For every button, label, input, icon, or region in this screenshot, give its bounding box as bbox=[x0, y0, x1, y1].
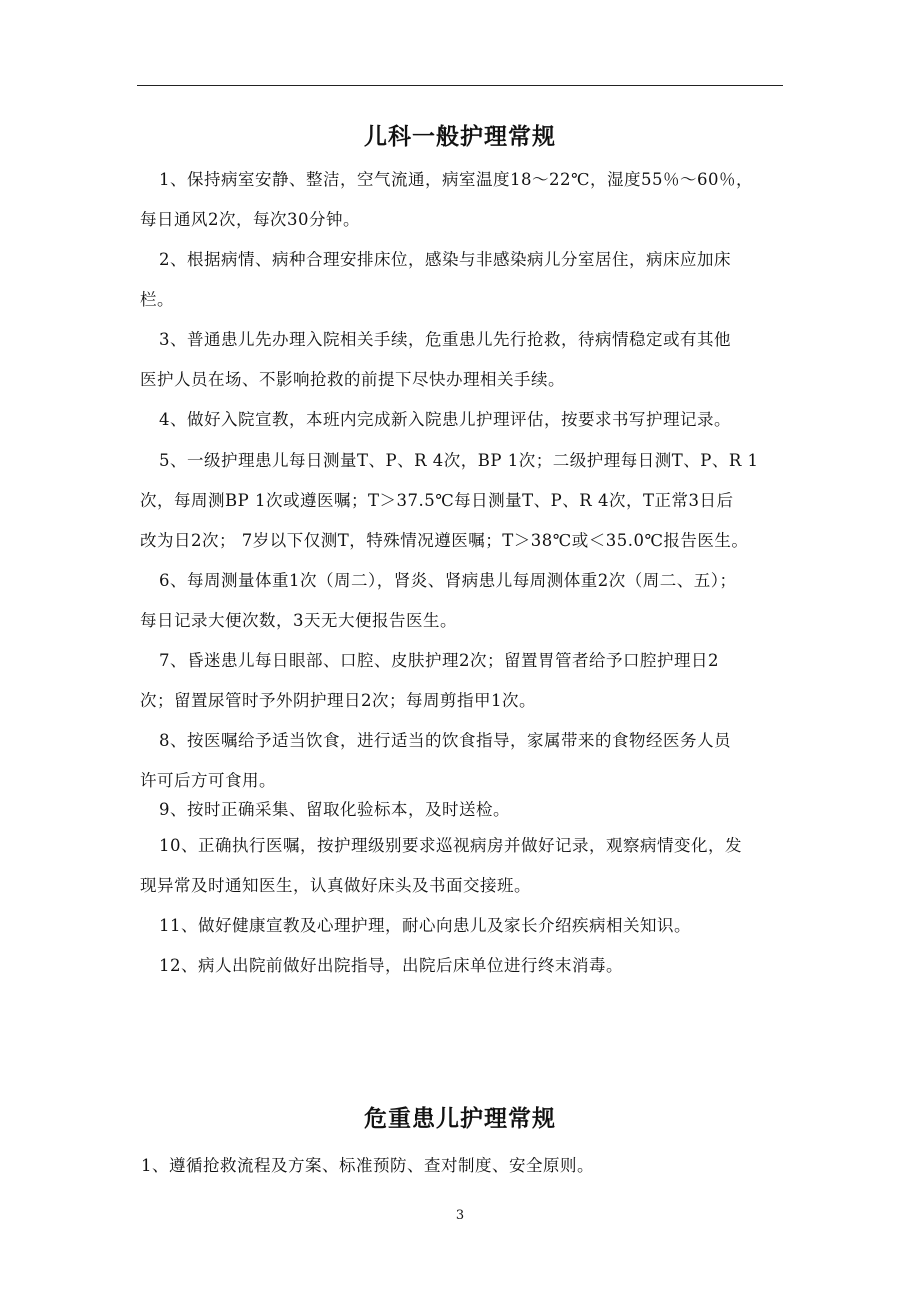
paragraph-9 bbox=[140, 790, 785, 830]
paragraph-line: 现异常及时通知医生，认真做好床头及书面交接班。 bbox=[140, 876, 531, 895]
paragraph-line: 11、做好健康宣教及心理护理，耐心向患儿及家长介绍疾病相关知识。 bbox=[159, 916, 691, 935]
paragraph-line: 9、按时正确采集、留取化验标本，及时送检。 bbox=[159, 800, 510, 819]
paragraph-line: 每日通风2次，每次30分钟。 bbox=[140, 210, 360, 229]
paragraph-line: 1、保持病室安静、整洁，空气流通，病室温度18～22℃，湿度55％～60％， bbox=[159, 170, 753, 189]
paragraph-line: 7、昏迷患儿每日眼部、口腔、皮肤护理2次；留置胃管者给予口腔护理日2 bbox=[159, 651, 719, 670]
header-rule bbox=[137, 85, 783, 86]
paragraph-7 bbox=[140, 641, 785, 721]
paragraph-critical-1 bbox=[141, 1146, 786, 1186]
paragraph-line: 栏。 bbox=[140, 290, 174, 309]
paragraph-line: 次，每周测BP 1次或遵医嘱；T＞37.5℃每日测量T、P、R 4次，T正常3日后 bbox=[140, 491, 734, 510]
paragraph-11 bbox=[140, 906, 785, 946]
paragraph-line: 许可后方可食用。 bbox=[140, 771, 276, 790]
paragraph-line: 8、按医嘱给予适当饮食，进行适当的饮食指导，家属带来的食物经医务人员 bbox=[159, 731, 731, 750]
paragraph-2 bbox=[140, 240, 785, 320]
paragraph-line: 每日记录大便次数，3天无大便报告医生。 bbox=[140, 611, 457, 630]
paragraph-line: 2、根据病情、病种合理安排床位，感染与非感染病儿分室居住，病床应加床 bbox=[159, 250, 731, 269]
paragraph-line: 5、一级护理患儿每日测量T、P、R 4次，BP 1次；二级护理每日测T、P、R 1 bbox=[159, 451, 759, 470]
paragraph-line: 改为日2次； 7岁以下仅测T，特殊情况遵医嘱；T＞38℃或＜35.0℃报告医生。 bbox=[140, 531, 749, 550]
paragraph-line: 12、病人出院前做好出院指导，出院后床单位进行终末消毒。 bbox=[159, 956, 623, 975]
paragraph-5 bbox=[140, 441, 785, 561]
paragraph-4 bbox=[140, 400, 785, 440]
paragraph-6 bbox=[140, 561, 785, 641]
paragraph-line: 10、正确执行医嘱，按护理级别要求巡视病房并做好记录，观察病情变化，发 bbox=[159, 836, 742, 855]
paragraph-line: 医护人员在场、不影响抢救的前提下尽快办理相关手续。 bbox=[140, 370, 565, 389]
paragraph-line: 4、做好入院宣教，本班内完成新入院患儿护理评估，按要求书写护理记录。 bbox=[159, 410, 731, 429]
paragraph-line: 1、遵循抢救流程及方案、标准预防、查对制度、安全原则。 bbox=[141, 1156, 594, 1175]
paragraph-10 bbox=[140, 826, 785, 906]
section-title: 危重患儿护理常规 bbox=[364, 1105, 556, 1132]
paragraph-line: 3、普通患儿先办理入院相关手续，危重患儿先行抢救，待病情稳定或有其他 bbox=[159, 330, 731, 349]
paragraph-12 bbox=[140, 946, 785, 986]
paragraph-line: 次；留置尿管时予外阴护理日2次；每周剪指甲1次。 bbox=[140, 691, 536, 710]
section-title: 儿科一般护理常规 bbox=[364, 123, 556, 150]
paragraph-line: 6、每周测量体重1次（周二），肾炎、肾病患儿每周测体重2次（周二、五）； bbox=[159, 571, 737, 590]
paragraph-8 bbox=[140, 721, 785, 801]
page-number: 3 bbox=[455, 1208, 465, 1223]
paragraph-1 bbox=[140, 160, 785, 240]
paragraph-3 bbox=[140, 320, 785, 400]
